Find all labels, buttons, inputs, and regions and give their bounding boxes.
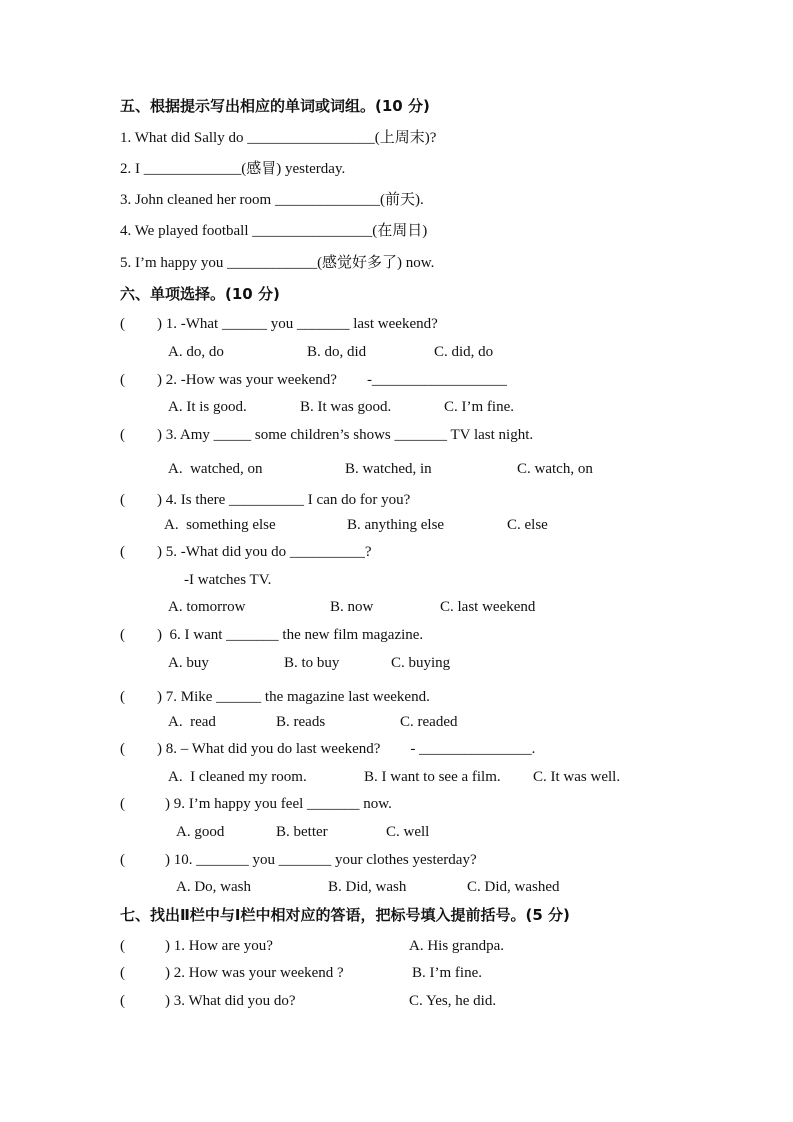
option-c: C. readed [400, 714, 458, 730]
match-item-2: ) 2. How was your weekend ? [165, 965, 344, 981]
option-a: A. buy [168, 655, 209, 671]
answer-paren: ( [120, 796, 125, 812]
option-a: A. watched, on [168, 461, 263, 477]
match-answer-a: A. His grandpa. [409, 938, 504, 954]
section-6-title: 六、单项选择。(10 分) [120, 285, 280, 303]
option-a: A. read [168, 714, 216, 730]
answer-paren: ( [120, 689, 125, 705]
section-5-title: 五、根据提示写出相应的单词或词组。(10 分) [120, 97, 430, 115]
option-b: B. do, did [307, 344, 367, 360]
section-7-title: 七、找出Ⅱ栏中与Ⅰ栏中相对应的答语，把标号填入提前括号。(5 分) [120, 906, 570, 924]
match-paren: ( [120, 938, 125, 954]
option-b: B. I want to see a film. [364, 769, 501, 785]
fill-item-5: 5. I’m happy you ____________(感觉好多了) now. [120, 255, 435, 271]
option-a: A. do, do [168, 344, 224, 360]
option-b: B. watched, in [345, 461, 432, 477]
option-a: A. I cleaned my room. [168, 769, 307, 785]
match-answer-b: B. I’m fine. [412, 965, 482, 981]
answer-paren: ( [120, 627, 125, 643]
option-c: C. watch, on [517, 461, 593, 477]
option-b: B. to buy [284, 655, 340, 671]
fill-item-2: 2. I _____________(感冒) yesterday. [120, 161, 346, 177]
option-c: C. Did, washed [467, 879, 560, 895]
option-c: C. buying [391, 655, 451, 671]
match-paren: ( [120, 993, 125, 1009]
option-c: C. It was well. [533, 769, 621, 785]
match-answer-c: C. Yes, he did. [409, 993, 497, 1009]
answer-paren: ( [120, 492, 125, 508]
option-b: B. It was good. [300, 399, 392, 415]
option-b: B. anything else [347, 517, 445, 533]
option-c: C. I’m fine. [444, 399, 514, 415]
choice-question-5-reply: -I watches TV. [184, 572, 272, 588]
choice-question-4: ) 4. Is there __________ I can do for you? [157, 492, 411, 508]
option-b: B. reads [276, 714, 326, 730]
option-c: C. did, do [434, 344, 494, 360]
choice-question-9: ) 9. I’m happy you feel _______ now. [165, 796, 392, 812]
match-paren: ( [120, 965, 125, 981]
fill-item-1: 1. What did Sally do _________________(上周末)? [120, 130, 437, 146]
option-c: C. else [507, 517, 548, 533]
choice-question-6: ) 6. I want _______ the new film magazine. [157, 627, 424, 643]
option-a: A. Do, wash [176, 879, 251, 895]
option-b: B. better [276, 824, 328, 840]
answer-paren: ( [120, 427, 125, 443]
answer-paren: ( [120, 741, 125, 757]
answer-paren: ( [120, 372, 125, 388]
fill-item-4: 4. We played football ________________(在周日) [120, 223, 428, 239]
choice-question-7: ) 7. Mike ______ the magazine last weekend. [157, 689, 430, 705]
answer-paren: ( [120, 316, 125, 332]
choice-question-2: ) 2. -How was your weekend? -__________________ [157, 372, 507, 388]
option-c: C. well [386, 824, 430, 840]
match-item-3: ) 3. What did you do? [165, 993, 296, 1009]
fill-item-3: 3. John cleaned her room ______________(前天). [120, 192, 424, 208]
answer-paren: ( [120, 544, 125, 560]
option-b: B. now [330, 599, 374, 615]
choice-question-10: ) 10. _______ you _______ your clothes yesterday? [165, 852, 477, 868]
option-a: A. It is good. [168, 399, 247, 415]
option-a: A. tomorrow [168, 599, 246, 615]
option-a: A. good [176, 824, 225, 840]
match-item-1: ) 1. How are you? [165, 938, 273, 954]
choice-question-5: ) 5. -What did you do __________? [157, 544, 372, 560]
option-b: B. Did, wash [328, 879, 407, 895]
choice-question-8: ) 8. – What did you do last weekend? - _______________. [157, 741, 536, 757]
option-a: A. something else [164, 517, 276, 533]
answer-paren: ( [120, 852, 125, 868]
option-c: C. last weekend [440, 599, 536, 615]
choice-question-3: ) 3. Amy _____ some children’s shows _______ TV last night. [157, 427, 534, 443]
choice-question-1: ) 1. -What ______ you _______ last weekend? [157, 316, 438, 332]
